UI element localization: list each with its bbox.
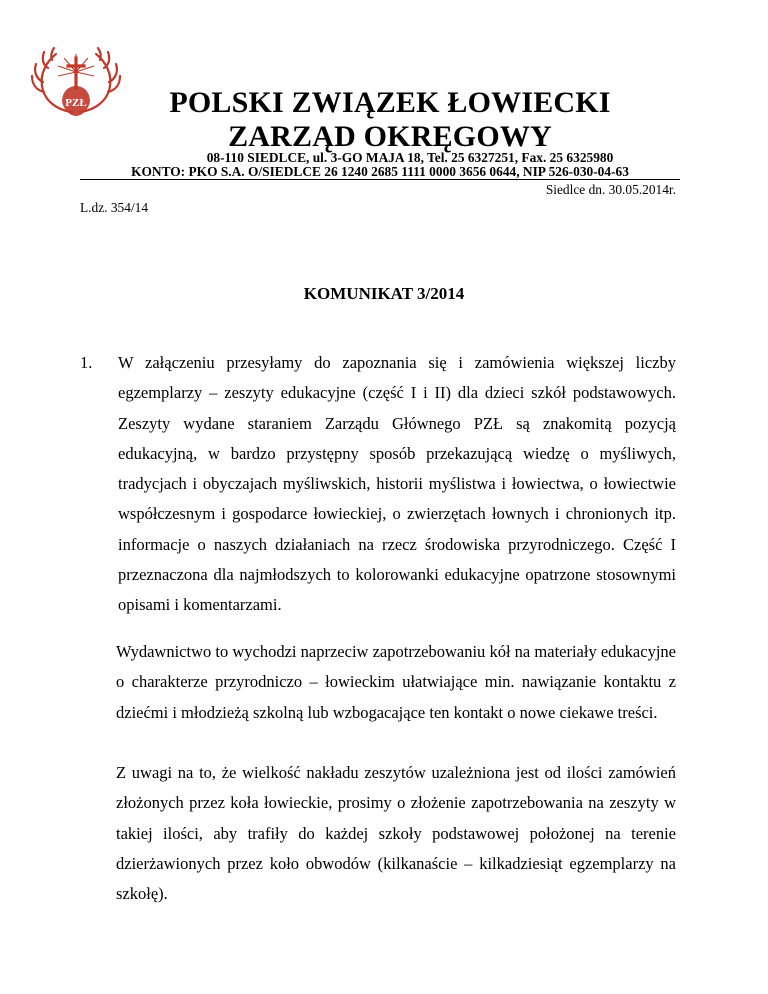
document-title: KOMUNIKAT 3/2014 xyxy=(303,284,465,303)
paragraph-2: Wydawnictwo to wychodzi naprzeciw zapotrzebowaniu kół na materiały edukacyjne o charakterze przyrodniczo – łowieckim ułatwiające min. nawiązanie kontaktu z dziećmi i młodzieżą szkolną lub wzbogacające ten kontakt o nowe ciekawe treści. xyxy=(116,642,676,722)
list-item-number: 1. xyxy=(80,353,93,372)
reference-number: L.dz. 354/14 xyxy=(80,200,149,215)
paragraph-3: Z uwagi na to, że wielkość nakładu zeszytów uzależniona jest od ilości zamówień złożonych przez koła łowieckie, prosimy o złożenie zapotrzebowania na zeszyty w takiej ilości, aby trafiły do każdej szkoły podstawowej położonej na terenie dzierżawionych przez koło obwodów (kilkanaście – kilkadziesiąt egzemplarzy na szkołę). xyxy=(116,763,676,904)
place-date: Siedlce dn. 30.05.2014r. xyxy=(545,182,676,197)
pzl-emblem-logo xyxy=(22,46,130,120)
bank-account-line: KONTO: PKO S.A. O/SIEDLCE 26 1240 2685 1111 0000 3656 0644, NIP 526-030-04-63 xyxy=(131,164,629,179)
header-divider xyxy=(80,179,680,180)
logo-text: PZŁ xyxy=(65,97,87,109)
org-name-line1: POLSKI ZWIĄZEK ŁOWIECKI xyxy=(169,86,611,119)
org-name-line2: ZARZĄD OKRĘGOWY xyxy=(228,120,552,153)
address-line: 08-110 SIEDLCE, ul. 3-GO MAJA 18, Tel. 25 6327251, Fax. 25 6325980 xyxy=(206,150,614,165)
paragraph-1: W załączeniu przesyłamy do zapoznania się i zamówienia większej liczby egzemplarzy – zeszyty edukacyjne (część I i II) dla dzieci szkół podstawowych. Zeszyty wydane staraniem Zarządu Głównego PZŁ są znakomitą pozycją edukacyjną, w bardzo przystępny sposób przekazującą wiedzę o myśliwych, tradycjach i obyczajach myśliwskich, historii myślistwa i łowiectwa, o łowiectwie współczesnym i gospodarce łowieckiej, o zwierzętach łownych i chronionych itp. informacje o naszych działaniach na rzecz środowiska przyrodniczego. Część I przeznaczona dla najmłodszych to kolorowanki edukacyjne opatrzone stosownymi opisami i komentarzami. xyxy=(118,353,676,615)
